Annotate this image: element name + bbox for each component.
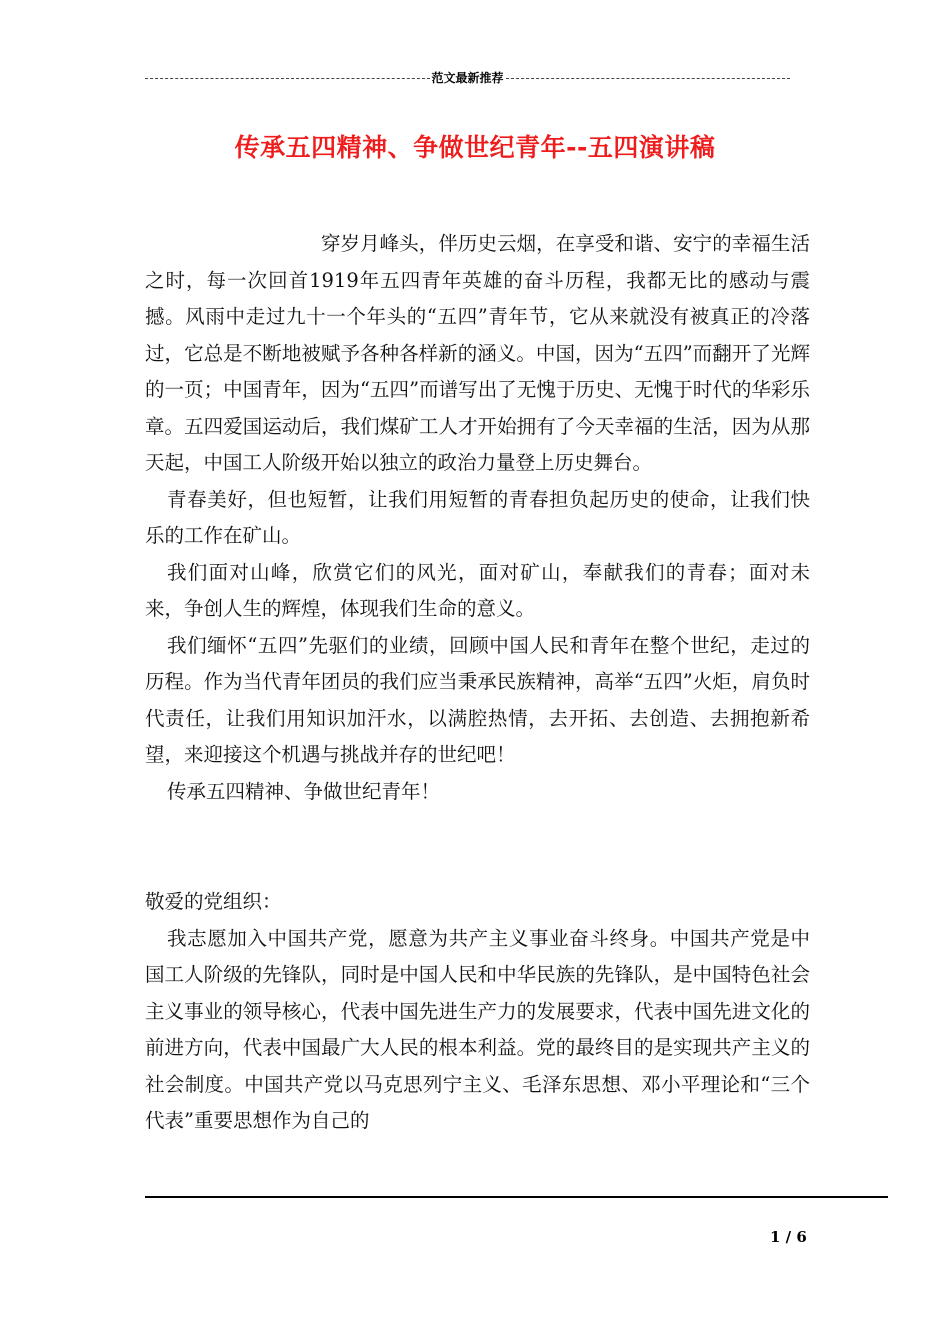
page-number: 1 / 6: [770, 1228, 807, 1246]
document-title: 传承五四精神、争做世纪青年--五四演讲稿: [234, 133, 716, 162]
footer-rule: [145, 1196, 888, 1198]
paragraph-2: 青春美好，但也短暂，让我们用短暂的青春担负起历史的使命，让我们快乐的工作在矿山。: [145, 487, 810, 547]
header-dash-left: [145, 78, 430, 79]
letter-salutation: 敬爱的党组织：: [145, 890, 282, 913]
section-gap: [145, 810, 810, 884]
page-header: [145, 69, 790, 86]
header-label: 范文最新推荐: [431, 71, 504, 85]
letter-body: 我志愿加入中国共产党，愿意为共产主义事业奋斗终身。中国共产党是中国工人阶级的先锋队，同时是中国人民和中华民族的先锋队，是中国特色社会主义事业的领导核心，代表中国先进生产力的发展要求，代表中国先进文化的前进方向，代表中国最广大人民的根本利益。党的最终目的是实现共产主义的社会制度。中国共产党以马克思列宁主义、毛泽东思想、邓小平理论和“三个代表”重要思想作为自己的: [145, 926, 810, 1132]
paragraph-1: 穿岁月峰头，伴历史云烟，在享受和谐、安宁的幸福生活之时，每一次回首1919年五四青年英雄的奋斗历程，我都无比的感动与震撼。风雨中走过九十一个年头的“五四”青年节，它从来就没有被真正的冷落过，它总是不断地被赋予各种各样新的涵义。中国，因为“五四”而翻开了光辉的一页；中国青年，因为“五四”而谱写出了无愧于历史、无愧于时代的华彩乐章。五四爱国运动后，我们煤矿工人才开始拥有了今天幸福的生活，因为从那天起，中国工人阶级开始以独立的政治力量登上历史舞台。: [145, 232, 810, 474]
paragraph-4: 我们缅怀“五四”先驱们的业绩，回顾中国人民和青年在整个世纪，走过的历程。作为当代青年团员的我们应当秉承民族精神，高举“五四”火炬，肩负时代责任，让我们用知识加汗水，以满腔热情，去开拓、去创造、去拥抱新希望，来迎接这个机遇与挑战并存的世纪吧！: [145, 633, 810, 766]
header-dash-right: [506, 78, 791, 79]
document-body: [145, 226, 810, 1140]
paragraph-3: 我们面对山峰，欣赏它们的风光，面对矿山，奉献我们的青春；面对未来，争创人生的辉煌，体现我们生命的意义。: [145, 560, 810, 620]
paragraph-5: 传承五四精神、争做世纪青年！: [167, 779, 441, 803]
